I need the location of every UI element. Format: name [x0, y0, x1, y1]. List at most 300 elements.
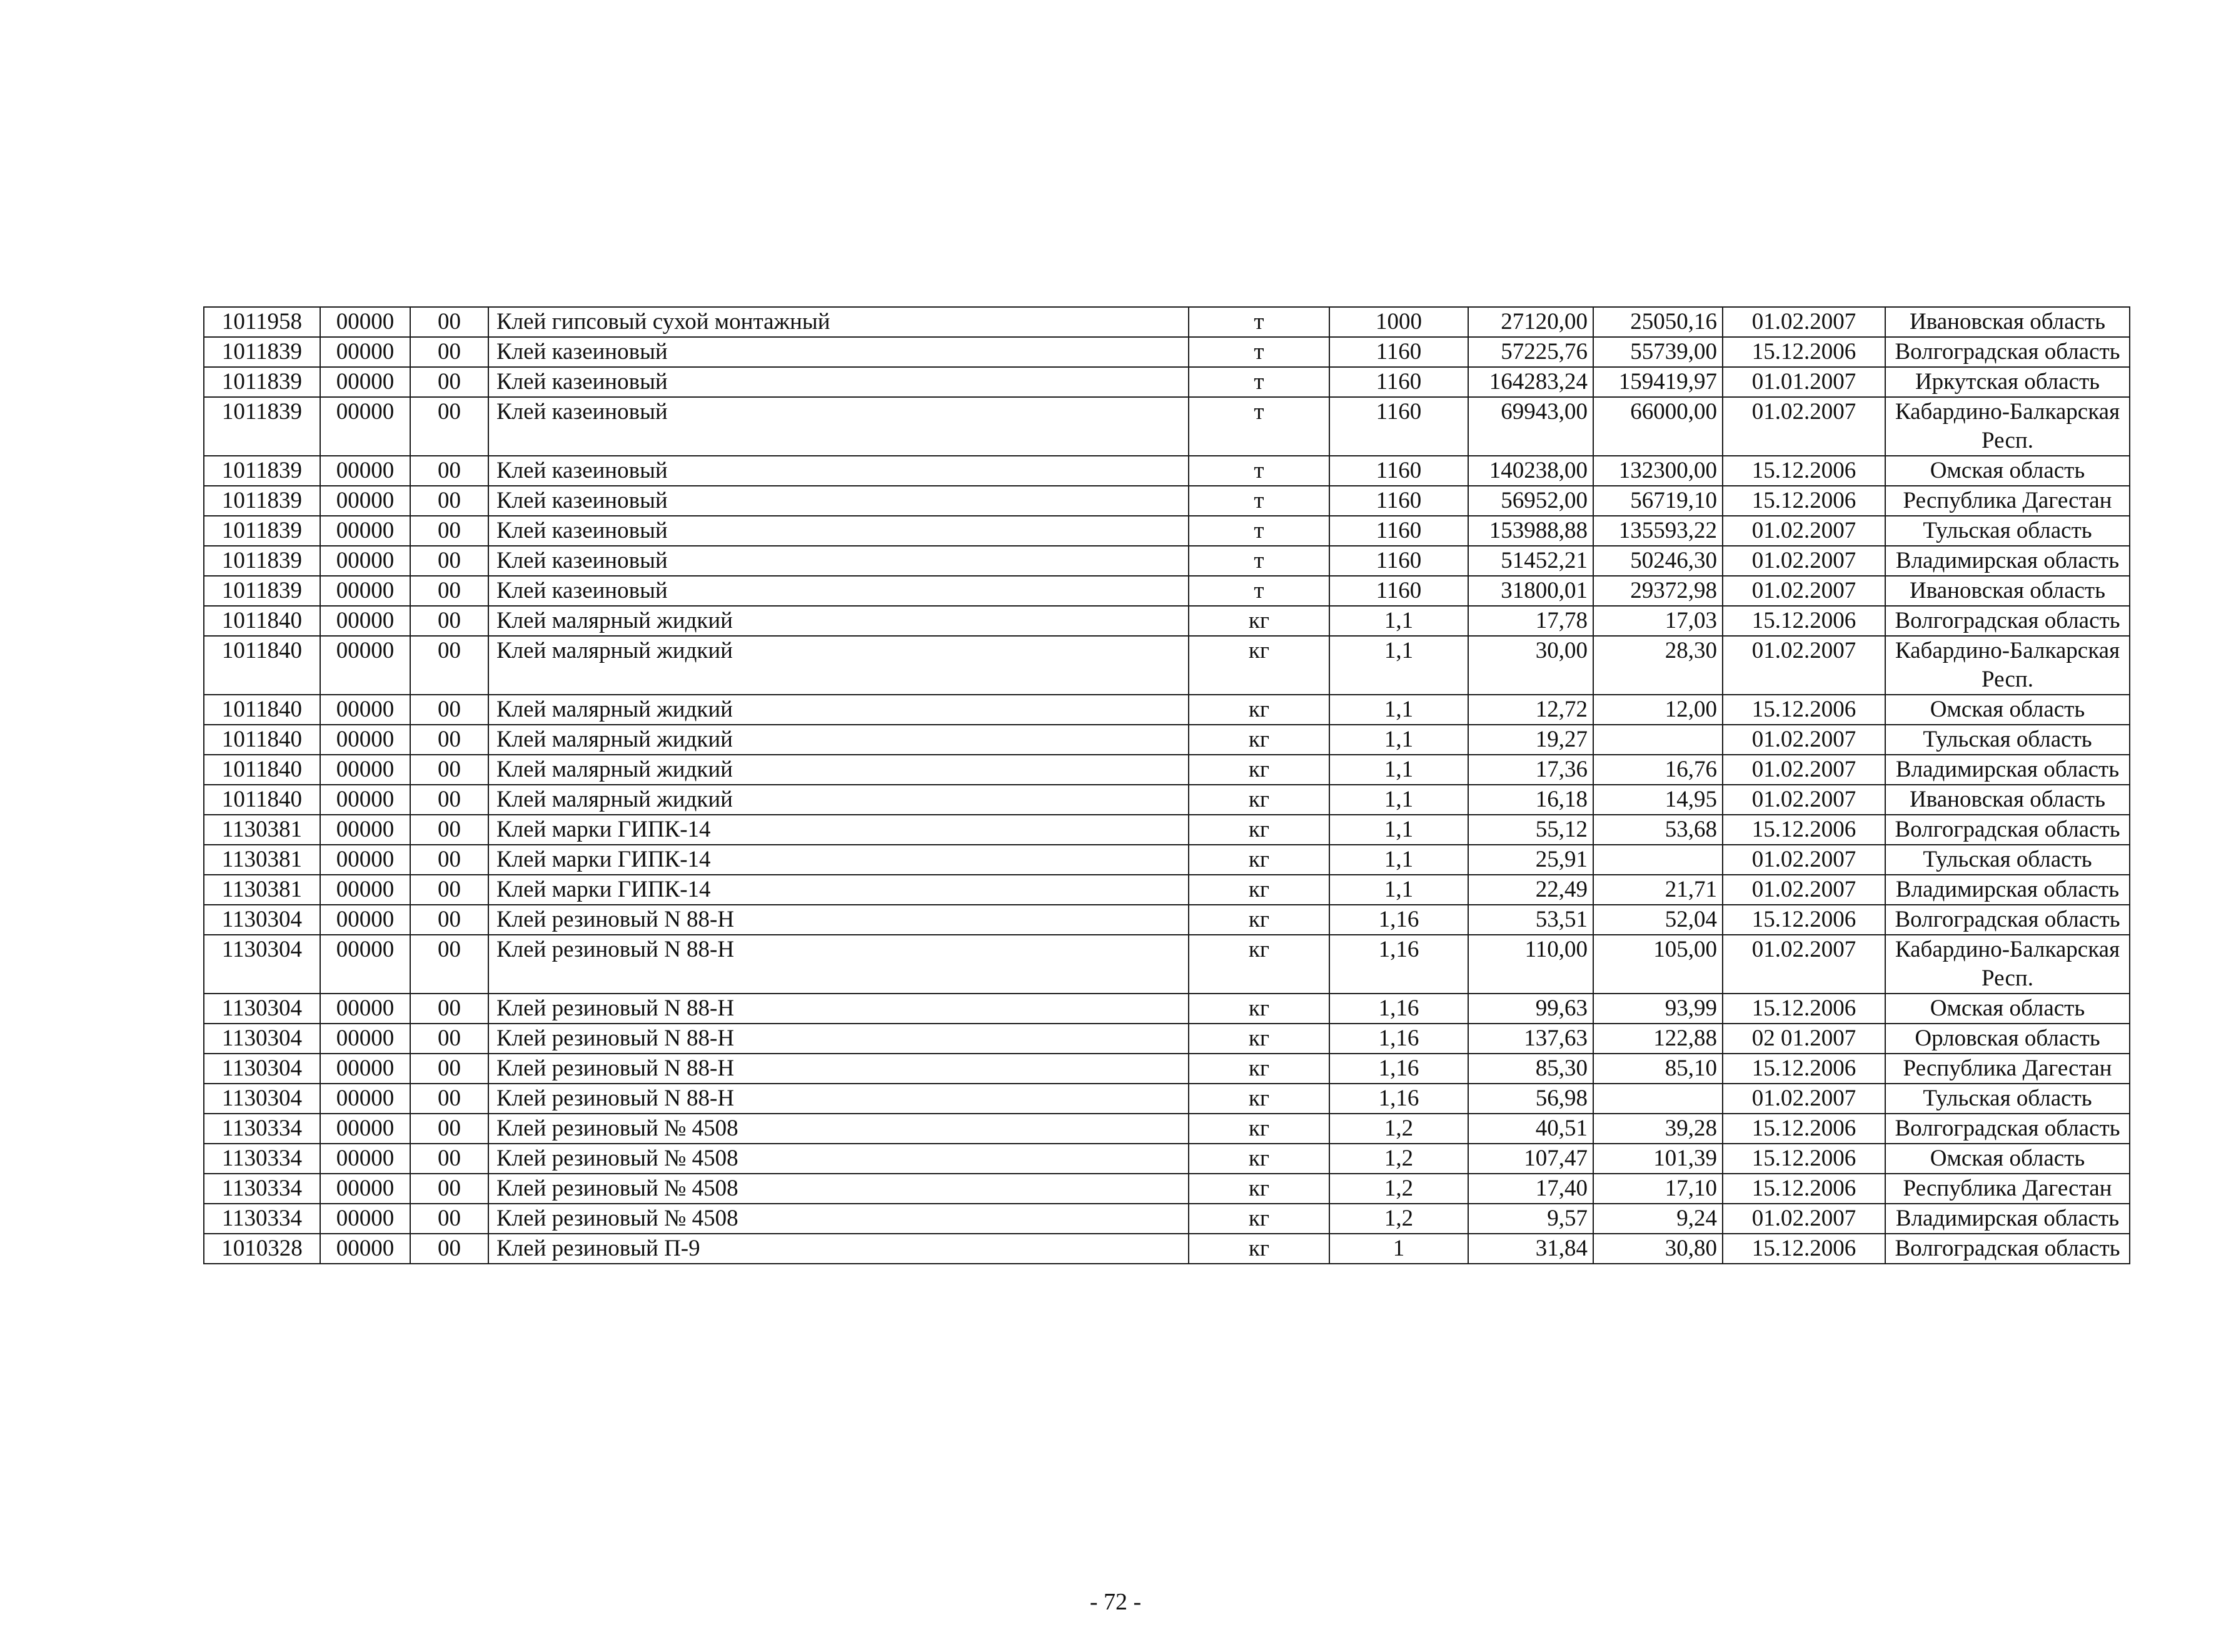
product-name-cell: Клей резиновый N 88-Н	[488, 1084, 1189, 1114]
modifier-code-cell: 00	[410, 905, 488, 935]
product-code-cell: 1011839	[204, 397, 320, 456]
table-row	[204, 367, 2130, 397]
product-code-cell: 1130304	[204, 1024, 320, 1054]
region-cell: Волгоградская область	[1885, 606, 2130, 636]
product-code-cell: 1130334	[204, 1174, 320, 1204]
region-cell: Ивановская область	[1885, 576, 2130, 606]
product-code-cell: 1130381	[204, 845, 320, 875]
region-cell: Волгоградская область	[1885, 1234, 2130, 1264]
product-code-cell: 1011839	[204, 546, 320, 576]
unit-cell: т	[1189, 546, 1329, 576]
date-cell: 01.02.2007	[1723, 935, 1885, 994]
product-code-cell: 1130334	[204, 1114, 320, 1144]
modifier-code-cell: 00	[410, 636, 488, 695]
date-cell: 01.02.2007	[1723, 725, 1885, 755]
subcode-cell: 00000	[320, 367, 410, 397]
date-cell: 02 01.2007	[1723, 1024, 1885, 1054]
modifier-code-cell: 00	[410, 546, 488, 576]
table-row	[204, 845, 2130, 875]
modifier-code-cell: 00	[410, 337, 488, 367]
price-with-vat-cell: 17,40	[1468, 1174, 1593, 1204]
table-row	[204, 994, 2130, 1024]
product-name-cell: Клей резиновый № 4508	[488, 1144, 1189, 1174]
price-with-vat-cell: 22,49	[1468, 875, 1593, 905]
date-cell: 15.12.2006	[1723, 1174, 1885, 1204]
product-code-cell: 1130304	[204, 994, 320, 1024]
coefficient-cell: 1,1	[1329, 815, 1468, 845]
date-cell: 15.12.2006	[1723, 905, 1885, 935]
product-code-cell: 1011840	[204, 636, 320, 695]
product-name-cell: Клей резиновый № 4508	[488, 1114, 1189, 1144]
unit-cell: кг	[1189, 1204, 1329, 1234]
coefficient-cell: 1160	[1329, 546, 1468, 576]
price-cell: 105,00	[1593, 935, 1723, 994]
subcode-cell: 00000	[320, 1234, 410, 1264]
price-cell: 39,28	[1593, 1114, 1723, 1144]
product-code-cell: 1011840	[204, 695, 320, 725]
date-cell: 01.01.2007	[1723, 367, 1885, 397]
price-cell	[1593, 725, 1723, 755]
table-row	[204, 785, 2130, 815]
coefficient-cell: 1,1	[1329, 725, 1468, 755]
table-row	[204, 546, 2130, 576]
modifier-code-cell: 00	[410, 576, 488, 606]
date-cell: 15.12.2006	[1723, 1054, 1885, 1084]
modifier-code-cell: 00	[410, 935, 488, 994]
price-cell	[1593, 845, 1723, 875]
price-with-vat-cell: 164283,24	[1468, 367, 1593, 397]
coefficient-cell: 1	[1329, 1234, 1468, 1264]
coefficient-cell: 1,1	[1329, 875, 1468, 905]
modifier-code-cell: 00	[410, 695, 488, 725]
product-code-cell: 1130381	[204, 815, 320, 845]
product-code-cell: 1130304	[204, 1054, 320, 1084]
date-cell: 01.02.2007	[1723, 875, 1885, 905]
date-cell: 01.02.2007	[1723, 576, 1885, 606]
modifier-code-cell: 00	[410, 1144, 488, 1174]
modifier-code-cell: 00	[410, 1084, 488, 1114]
product-code-cell: 1011839	[204, 516, 320, 546]
price-cell: 21,71	[1593, 875, 1723, 905]
modifier-code-cell: 00	[410, 1174, 488, 1204]
unit-cell: кг	[1189, 875, 1329, 905]
product-code-cell: 1130304	[204, 905, 320, 935]
subcode-cell: 00000	[320, 1084, 410, 1114]
price-with-vat-cell: 57225,76	[1468, 337, 1593, 367]
price-cell: 122,88	[1593, 1024, 1723, 1054]
modifier-code-cell: 00	[410, 456, 488, 486]
date-cell: 15.12.2006	[1723, 486, 1885, 516]
subcode-cell: 00000	[320, 456, 410, 486]
region-cell: Ивановская область	[1885, 785, 2130, 815]
date-cell: 15.12.2006	[1723, 337, 1885, 367]
date-cell: 01.02.2007	[1723, 755, 1885, 785]
table-row	[204, 1204, 2130, 1234]
coefficient-cell: 1,1	[1329, 785, 1468, 815]
table-row	[204, 905, 2130, 935]
date-cell: 15.12.2006	[1723, 695, 1885, 725]
page-number: - 72 -	[1089, 1589, 1142, 1615]
region-cell: Тульская область	[1885, 516, 2130, 546]
region-cell: Волгоградская область	[1885, 1114, 2130, 1144]
product-code-cell: 1011840	[204, 606, 320, 636]
region-cell: Орловская область	[1885, 1024, 2130, 1054]
region-cell: Омская область	[1885, 1144, 2130, 1174]
unit-cell: кг	[1189, 1024, 1329, 1054]
table-row	[204, 1084, 2130, 1114]
price-with-vat-cell: 27120,00	[1468, 307, 1593, 337]
unit-cell: кг	[1189, 845, 1329, 875]
unit-cell: кг	[1189, 905, 1329, 935]
unit-cell: кг	[1189, 1054, 1329, 1084]
product-name-cell: Клей малярный жидкий	[488, 606, 1189, 636]
price-with-vat-cell: 17,36	[1468, 755, 1593, 785]
product-code-cell: 1011840	[204, 725, 320, 755]
product-code-cell: 1010328	[204, 1234, 320, 1264]
product-name-cell: Клей казеиновый	[488, 516, 1189, 546]
region-cell: Ивановская область	[1885, 307, 2130, 337]
product-name-cell: Клей казеиновый	[488, 367, 1189, 397]
coefficient-cell: 1,16	[1329, 905, 1468, 935]
modifier-code-cell: 00	[410, 725, 488, 755]
product-name-cell: Клей резиновый N 88-Н	[488, 905, 1189, 935]
region-cell: Республика Дагестан	[1885, 1054, 2130, 1084]
date-cell: 15.12.2006	[1723, 994, 1885, 1024]
subcode-cell: 00000	[320, 845, 410, 875]
unit-cell: т	[1189, 367, 1329, 397]
table-row	[204, 875, 2130, 905]
product-name-cell: Клей малярный жидкий	[488, 785, 1189, 815]
price-cell: 85,10	[1593, 1054, 1723, 1084]
coefficient-cell: 1160	[1329, 576, 1468, 606]
subcode-cell: 00000	[320, 875, 410, 905]
table-row	[204, 307, 2130, 337]
subcode-cell: 00000	[320, 935, 410, 994]
price-cell: 101,39	[1593, 1144, 1723, 1174]
region-cell: Владимирская область	[1885, 1204, 2130, 1234]
region-cell: Волгоградская область	[1885, 905, 2130, 935]
date-cell: 15.12.2006	[1723, 456, 1885, 486]
price-table	[203, 306, 2130, 1264]
product-name-cell: Клей марки ГИПК-14	[488, 875, 1189, 905]
region-cell: Тульская область	[1885, 1084, 2130, 1114]
region-cell: Кабардино-Балкарская Респ.	[1885, 935, 2130, 994]
subcode-cell: 00000	[320, 307, 410, 337]
modifier-code-cell: 00	[410, 815, 488, 845]
date-cell: 01.02.2007	[1723, 397, 1885, 456]
price-with-vat-cell: 137,63	[1468, 1024, 1593, 1054]
subcode-cell: 00000	[320, 905, 410, 935]
date-cell: 01.02.2007	[1723, 1204, 1885, 1234]
region-cell: Тульская область	[1885, 845, 2130, 875]
table-row	[204, 516, 2130, 546]
price-with-vat-cell: 85,30	[1468, 1054, 1593, 1084]
date-cell: 01.02.2007	[1723, 636, 1885, 695]
price-with-vat-cell: 56952,00	[1468, 486, 1593, 516]
modifier-code-cell: 00	[410, 606, 488, 636]
subcode-cell: 00000	[320, 636, 410, 695]
price-with-vat-cell: 12,72	[1468, 695, 1593, 725]
unit-cell: кг	[1189, 935, 1329, 994]
subcode-cell: 00000	[320, 1114, 410, 1144]
table-row	[204, 456, 2130, 486]
price-with-vat-cell: 25,91	[1468, 845, 1593, 875]
subcode-cell: 00000	[320, 1204, 410, 1234]
date-cell: 15.12.2006	[1723, 815, 1885, 845]
coefficient-cell: 1160	[1329, 337, 1468, 367]
region-cell: Республика Дагестан	[1885, 1174, 2130, 1204]
coefficient-cell: 1,1	[1329, 636, 1468, 695]
region-cell: Омская область	[1885, 994, 2130, 1024]
table-row	[204, 486, 2130, 516]
product-code-cell: 1011839	[204, 576, 320, 606]
region-cell: Владимирская область	[1885, 875, 2130, 905]
date-cell: 15.12.2006	[1723, 1234, 1885, 1264]
price-cell: 14,95	[1593, 785, 1723, 815]
modifier-code-cell: 00	[410, 1054, 488, 1084]
unit-cell: кг	[1189, 606, 1329, 636]
table-row	[204, 1054, 2130, 1084]
price-with-vat-cell: 17,78	[1468, 606, 1593, 636]
modifier-code-cell: 00	[410, 1114, 488, 1144]
table-row	[204, 1234, 2130, 1264]
product-name-cell: Клей малярный жидкий	[488, 695, 1189, 725]
product-name-cell: Клей малярный жидкий	[488, 725, 1189, 755]
price-cell: 159419,97	[1593, 367, 1723, 397]
product-name-cell: Клей резиновый N 88-Н	[488, 1054, 1189, 1084]
unit-cell: кг	[1189, 1114, 1329, 1144]
region-cell: Кабардино-Балкарская Респ.	[1885, 636, 2130, 695]
product-name-cell: Клей гипсовый сухой монтажный	[488, 307, 1189, 337]
table-row	[204, 606, 2130, 636]
table-row	[204, 1144, 2130, 1174]
coefficient-cell: 1,2	[1329, 1114, 1468, 1144]
subcode-cell: 00000	[320, 1144, 410, 1174]
product-code-cell: 1011840	[204, 785, 320, 815]
modifier-code-cell: 00	[410, 845, 488, 875]
product-name-cell: Клей резиновый П-9	[488, 1234, 1189, 1264]
table-row	[204, 636, 2130, 695]
product-name-cell: Клей резиновый N 88-Н	[488, 1024, 1189, 1054]
product-name-cell: Клей казеиновый	[488, 486, 1189, 516]
product-code-cell: 1011839	[204, 367, 320, 397]
modifier-code-cell: 00	[410, 1204, 488, 1234]
region-cell: Иркутская область	[1885, 367, 2130, 397]
coefficient-cell: 1,1	[1329, 755, 1468, 785]
coefficient-cell: 1,2	[1329, 1144, 1468, 1174]
product-name-cell: Клей казеиновый	[488, 546, 1189, 576]
modifier-code-cell: 00	[410, 367, 488, 397]
date-cell: 15.12.2006	[1723, 1144, 1885, 1174]
region-cell: Омская область	[1885, 456, 2130, 486]
region-cell: Волгоградская область	[1885, 337, 2130, 367]
unit-cell: т	[1189, 337, 1329, 367]
price-with-vat-cell: 9,57	[1468, 1204, 1593, 1234]
subcode-cell: 00000	[320, 516, 410, 546]
product-name-cell: Клей малярный жидкий	[488, 636, 1189, 695]
price-with-vat-cell: 153988,88	[1468, 516, 1593, 546]
table-row	[204, 695, 2130, 725]
price-with-vat-cell: 30,00	[1468, 636, 1593, 695]
price-cell: 53,68	[1593, 815, 1723, 845]
price-with-vat-cell: 51452,21	[1468, 546, 1593, 576]
region-cell: Тульская область	[1885, 725, 2130, 755]
unit-cell: т	[1189, 397, 1329, 456]
price-cell: 9,24	[1593, 1204, 1723, 1234]
subcode-cell: 00000	[320, 397, 410, 456]
product-name-cell: Клей марки ГИПК-14	[488, 815, 1189, 845]
product-name-cell: Клей казеиновый	[488, 397, 1189, 456]
subcode-cell: 00000	[320, 994, 410, 1024]
unit-cell: т	[1189, 576, 1329, 606]
subcode-cell: 00000	[320, 1054, 410, 1084]
coefficient-cell: 1000	[1329, 307, 1468, 337]
product-code-cell: 1130334	[204, 1144, 320, 1174]
product-code-cell: 1011839	[204, 486, 320, 516]
modifier-code-cell: 00	[410, 1024, 488, 1054]
coefficient-cell: 1,16	[1329, 1084, 1468, 1114]
price-cell: 56719,10	[1593, 486, 1723, 516]
product-code-cell: 1130334	[204, 1204, 320, 1234]
price-cell	[1593, 1084, 1723, 1114]
price-cell: 29372,98	[1593, 576, 1723, 606]
table-row	[204, 755, 2130, 785]
price-cell: 28,30	[1593, 636, 1723, 695]
modifier-code-cell: 00	[410, 307, 488, 337]
price-cell: 135593,22	[1593, 516, 1723, 546]
price-cell: 25050,16	[1593, 307, 1723, 337]
modifier-code-cell: 00	[410, 755, 488, 785]
date-cell: 01.02.2007	[1723, 516, 1885, 546]
unit-cell: кг	[1189, 785, 1329, 815]
table-body	[204, 307, 2130, 1264]
price-cell: 16,76	[1593, 755, 1723, 785]
modifier-code-cell: 00	[410, 516, 488, 546]
coefficient-cell: 1160	[1329, 397, 1468, 456]
price-cell: 66000,00	[1593, 397, 1723, 456]
price-cell: 50246,30	[1593, 546, 1723, 576]
coefficient-cell: 1160	[1329, 486, 1468, 516]
product-code-cell: 1011840	[204, 755, 320, 785]
coefficient-cell: 1,16	[1329, 1024, 1468, 1054]
subcode-cell: 00000	[320, 606, 410, 636]
region-cell: Владимирская область	[1885, 755, 2130, 785]
subcode-cell: 00000	[320, 486, 410, 516]
unit-cell: т	[1189, 516, 1329, 546]
price-cell: 52,04	[1593, 905, 1723, 935]
modifier-code-cell: 00	[410, 486, 488, 516]
product-code-cell: 1011839	[204, 337, 320, 367]
region-cell: Волгоградская область	[1885, 815, 2130, 845]
date-cell: 15.12.2006	[1723, 606, 1885, 636]
product-name-cell: Клей резиновый N 88-Н	[488, 994, 1189, 1024]
subcode-cell: 00000	[320, 785, 410, 815]
coefficient-cell: 1160	[1329, 456, 1468, 486]
date-cell: 15.12.2006	[1723, 1114, 1885, 1144]
table-row	[204, 397, 2130, 456]
date-cell: 01.02.2007	[1723, 785, 1885, 815]
price-with-vat-cell: 53,51	[1468, 905, 1593, 935]
unit-cell: кг	[1189, 1144, 1329, 1174]
product-name-cell: Клей резиновый № 4508	[488, 1174, 1189, 1204]
product-code-cell: 1130304	[204, 935, 320, 994]
table-row	[204, 935, 2130, 994]
coefficient-cell: 1,16	[1329, 935, 1468, 994]
coefficient-cell: 1160	[1329, 516, 1468, 546]
unit-cell: кг	[1189, 755, 1329, 785]
modifier-code-cell: 00	[410, 397, 488, 456]
product-name-cell: Клей малярный жидкий	[488, 755, 1189, 785]
price-with-vat-cell: 140238,00	[1468, 456, 1593, 486]
product-name-cell: Клей марки ГИПК-14	[488, 845, 1189, 875]
product-code-cell: 1011958	[204, 307, 320, 337]
price-cell: 93,99	[1593, 994, 1723, 1024]
table-row	[204, 1114, 2130, 1144]
price-with-vat-cell: 110,00	[1468, 935, 1593, 994]
unit-cell: кг	[1189, 815, 1329, 845]
subcode-cell: 00000	[320, 1174, 410, 1204]
coefficient-cell: 1,16	[1329, 1054, 1468, 1084]
coefficient-cell: 1,2	[1329, 1204, 1468, 1234]
region-cell: Омская область	[1885, 695, 2130, 725]
date-cell: 01.02.2007	[1723, 307, 1885, 337]
table-row	[204, 725, 2130, 755]
unit-cell: кг	[1189, 994, 1329, 1024]
unit-cell: кг	[1189, 1234, 1329, 1264]
modifier-code-cell: 00	[410, 1234, 488, 1264]
coefficient-cell: 1,16	[1329, 994, 1468, 1024]
price-with-vat-cell: 107,47	[1468, 1144, 1593, 1174]
price-with-vat-cell: 55,12	[1468, 815, 1593, 845]
unit-cell: т	[1189, 456, 1329, 486]
modifier-code-cell: 00	[410, 785, 488, 815]
unit-cell: кг	[1189, 695, 1329, 725]
date-cell: 01.02.2007	[1723, 546, 1885, 576]
coefficient-cell: 1,1	[1329, 845, 1468, 875]
unit-cell: кг	[1189, 636, 1329, 695]
subcode-cell: 00000	[320, 695, 410, 725]
coefficient-cell: 1,1	[1329, 606, 1468, 636]
price-cell: 132300,00	[1593, 456, 1723, 486]
date-cell: 01.02.2007	[1723, 845, 1885, 875]
product-name-cell: Клей резиновый N 88-Н	[488, 935, 1189, 994]
price-cell: 17,10	[1593, 1174, 1723, 1204]
subcode-cell: 00000	[320, 546, 410, 576]
subcode-cell: 00000	[320, 755, 410, 785]
coefficient-cell: 1,1	[1329, 695, 1468, 725]
product-code-cell: 1130304	[204, 1084, 320, 1114]
price-cell: 30,80	[1593, 1234, 1723, 1264]
region-cell: Владимирская область	[1885, 546, 2130, 576]
subcode-cell: 00000	[320, 1024, 410, 1054]
subcode-cell: 00000	[320, 576, 410, 606]
unit-cell: т	[1189, 307, 1329, 337]
unit-cell: т	[1189, 486, 1329, 516]
coefficient-cell: 1,2	[1329, 1174, 1468, 1204]
modifier-code-cell: 00	[410, 994, 488, 1024]
product-code-cell: 1130381	[204, 875, 320, 905]
date-cell: 01.02.2007	[1723, 1084, 1885, 1114]
subcode-cell: 00000	[320, 337, 410, 367]
table-row	[204, 1024, 2130, 1054]
region-cell: Кабардино-Балкарская Респ.	[1885, 397, 2130, 456]
product-name-cell: Клей казеиновый	[488, 576, 1189, 606]
price-cell: 12,00	[1593, 695, 1723, 725]
price-with-vat-cell: 99,63	[1468, 994, 1593, 1024]
unit-cell: кг	[1189, 1084, 1329, 1114]
subcode-cell: 00000	[320, 815, 410, 845]
price-with-vat-cell: 56,98	[1468, 1084, 1593, 1114]
